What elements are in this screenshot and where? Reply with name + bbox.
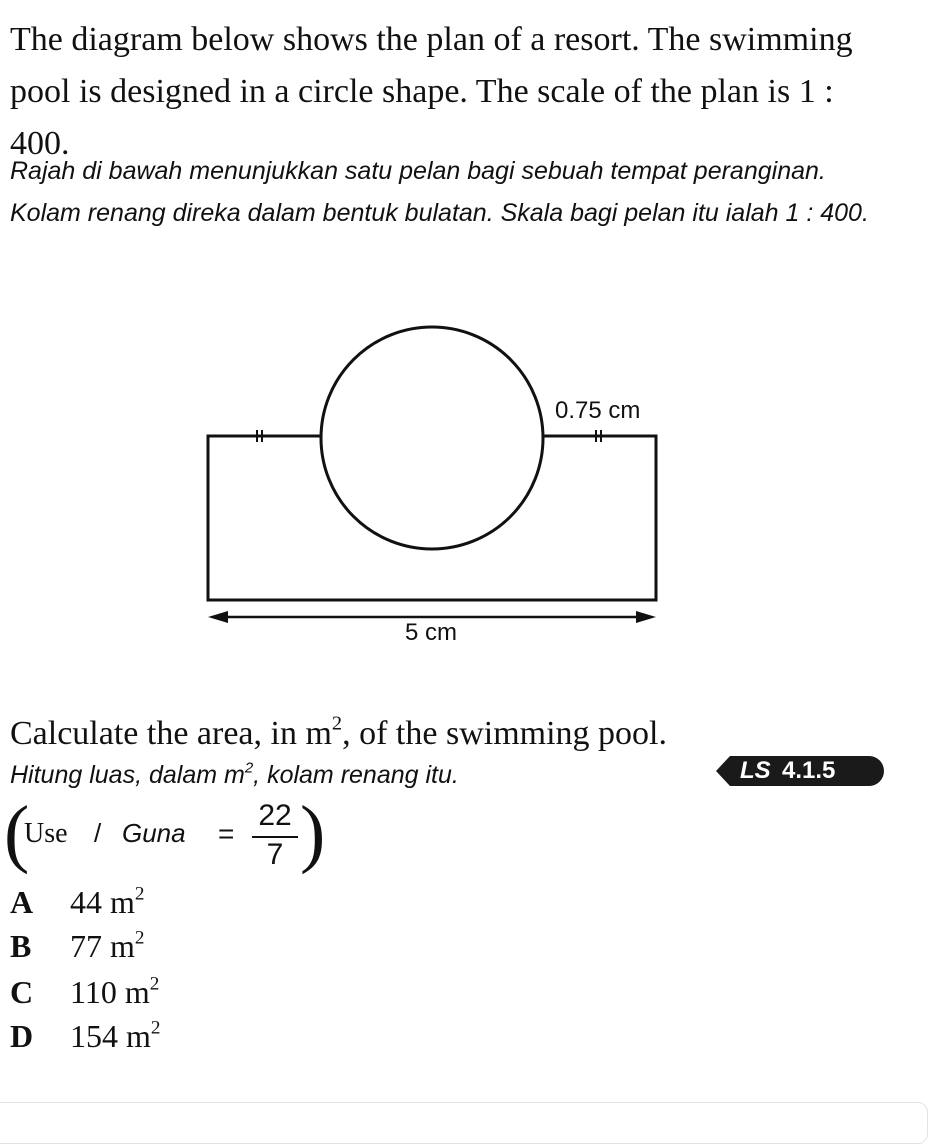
equals-sign: = [218, 818, 235, 849]
use-word: Use [24, 818, 68, 849]
option-letter: B [10, 928, 32, 964]
question-english-rest: , of the swimming pool. [342, 715, 667, 752]
option-value-text: 44 m [70, 884, 135, 920]
left-parenthesis: ( [4, 791, 30, 875]
right-parenthesis: ) [300, 791, 326, 875]
option-exponent: 2 [134, 927, 145, 949]
pi-hint [4, 791, 404, 876]
question-malay-text: Hitung luas, dalam m [10, 761, 245, 789]
option-b[interactable] [10, 926, 310, 966]
option-d[interactable] [10, 1016, 310, 1056]
badge-code: 4.1.5 [782, 757, 836, 784]
option-letter: D [10, 1018, 34, 1054]
fraction-numerator: 22 [258, 799, 292, 832]
question-english-text: Calculate the area, in m [10, 715, 332, 752]
option-value [70, 926, 144, 966]
swimming-pool-circle [321, 327, 543, 549]
option-c[interactable] [10, 972, 310, 1012]
intro-malay: Rajah di bawah menunjukkan satu pelan bagi sebuah tempat peranginan. Kolam renang direka dalam bentuk bulatan. Skala bagi pelan itu ialah 1 : 400. [10, 157, 869, 227]
badge-label: LS [740, 757, 771, 784]
gap-label: 0.75 cm [555, 397, 641, 424]
question-malay-exponent: 2 [244, 759, 254, 777]
intro-english: The diagram below shows the plan of a resort. The swimming pool is designed in a circle shape. The scale of the plan is 1 : 400. [10, 21, 853, 162]
question-malay-rest: , kolam renang itu. [253, 761, 459, 789]
option-value-text: 154 m [70, 1018, 151, 1054]
resort-outline [208, 436, 656, 600]
question-english [10, 712, 910, 756]
option-letter: C [10, 974, 34, 1010]
option-value [70, 882, 144, 922]
option-a[interactable] [10, 882, 310, 922]
guna-word: Guna [122, 818, 186, 848]
option-value-text: 110 m [70, 974, 150, 1010]
option-value [70, 1016, 160, 1056]
learning-standard-badge [716, 756, 884, 786]
option-letter: A [10, 884, 34, 920]
slash-separator: / [94, 818, 102, 848]
question-malay [10, 760, 710, 790]
option-exponent: 2 [150, 1017, 161, 1039]
option-exponent: 2 [134, 883, 145, 905]
bottom-card-edge [0, 1102, 928, 1144]
question-english-exponent: 2 [331, 712, 343, 735]
option-value-text: 77 m [70, 928, 135, 964]
option-exponent: 2 [149, 973, 160, 995]
width-label: 5 cm [405, 619, 458, 646]
option-value [70, 972, 159, 1012]
fraction-denominator: 7 [266, 838, 284, 871]
